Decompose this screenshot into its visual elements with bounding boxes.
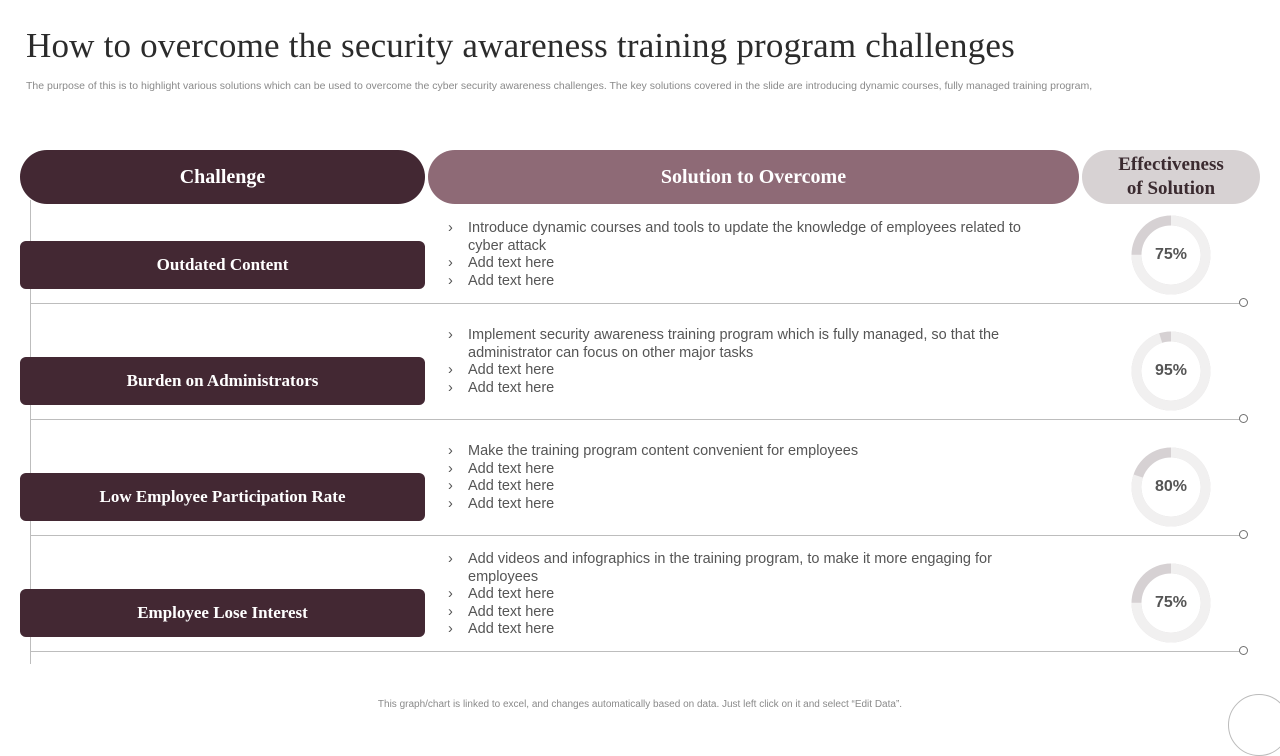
chevron-right-icon: ›	[448, 551, 453, 567]
row-divider-line	[30, 535, 1240, 536]
slide-subtitle: The purpose of this is to highlight various solutions which can be used to overcome the cyber security awareness challenges. The key solutions covered in the slide are introducing dynamic courses, fully managed training program,	[26, 80, 1093, 92]
chevron-right-icon: ›	[448, 255, 453, 272]
solution-item	[448, 443, 1048, 461]
row-divider-line	[30, 419, 1240, 420]
header-effectiveness-line1: Effectiveness	[1118, 154, 1224, 175]
solution-item	[448, 362, 1048, 380]
solution-list	[448, 551, 1048, 639]
solution-text: Add text here	[468, 272, 555, 289]
slide-title: How to overcome the security awareness training program challenges	[26, 26, 1015, 65]
challenge-label: Low Employee Participation Rate	[20, 473, 425, 521]
chevron-right-icon: ›	[448, 327, 453, 343]
challenge-label: Outdated Content	[20, 241, 425, 289]
solution-text: Introduce dynamic courses and tools to update the knowledge of employees related to cyber attack	[468, 220, 1021, 254]
chevron-right-icon: ›	[448, 379, 453, 396]
chevron-right-icon: ›	[448, 220, 453, 236]
solution-item	[448, 496, 1048, 514]
effectiveness-gauge	[1128, 328, 1214, 414]
chevron-right-icon: ›	[448, 362, 453, 379]
row-divider-line	[30, 303, 1240, 304]
row-divider-line	[30, 651, 1240, 652]
solution-item	[448, 220, 1048, 255]
solution-list	[448, 327, 1048, 397]
challenge-label: Employee Lose Interest	[20, 589, 425, 637]
row-end-dot	[1239, 298, 1248, 307]
challenge-row-outdated-content	[0, 200, 1280, 316]
solution-text: Add text here	[468, 495, 555, 512]
solution-text: Add text here	[468, 586, 555, 603]
solution-item	[448, 380, 1048, 398]
header-challenge: Challenge	[20, 150, 425, 204]
solution-text: Add videos and infographics in the training program, to make it more engaging for employees	[468, 551, 992, 585]
solution-text: Add text here	[468, 362, 555, 379]
effectiveness-gauge	[1128, 560, 1214, 646]
solution-item	[448, 551, 1048, 586]
solution-item	[448, 604, 1048, 622]
solution-text: Implement security awareness training program which is fully managed, so that the administrator can focus on other major tasks	[468, 327, 1000, 361]
chevron-right-icon: ›	[448, 272, 453, 289]
solution-text: Add text here	[468, 603, 555, 620]
solution-text: Add text here	[468, 379, 555, 396]
effectiveness-gauge	[1128, 212, 1214, 298]
chevron-right-icon: ›	[448, 443, 453, 459]
effectiveness-value: 75%	[1154, 594, 1188, 611]
effectiveness-value: 95%	[1154, 362, 1188, 379]
challenge-row-employee-lose-interest	[0, 548, 1280, 664]
row-end-dot	[1239, 414, 1248, 423]
challenge-label: Burden on Administrators	[20, 357, 425, 405]
chevron-right-icon: ›	[448, 621, 453, 638]
solution-item	[448, 621, 1048, 639]
chevron-right-icon: ›	[448, 478, 453, 495]
header-effectiveness-line2: of Solution	[1126, 178, 1216, 199]
challenge-row-low-employee-participation	[0, 432, 1280, 548]
header-effectiveness	[1082, 150, 1260, 204]
solution-list	[448, 443, 1048, 513]
header-solution: Solution to Overcome	[428, 150, 1079, 204]
chevron-right-icon: ›	[448, 460, 453, 477]
challenge-row-burden-on-administrators	[0, 316, 1280, 432]
solution-item	[448, 586, 1048, 604]
solution-item	[448, 327, 1048, 362]
solution-text: Add text here	[468, 460, 555, 477]
solution-item	[448, 478, 1048, 496]
solution-text: Add text here	[468, 255, 555, 272]
solution-text: Add text here	[468, 478, 555, 495]
effectiveness-value: 75%	[1154, 246, 1188, 263]
solution-item	[448, 255, 1048, 273]
chevron-right-icon: ›	[448, 603, 453, 620]
solution-item	[448, 273, 1048, 291]
chevron-right-icon: ›	[448, 586, 453, 603]
chevron-right-icon: ›	[448, 495, 453, 512]
corner-decoration	[1228, 694, 1280, 756]
solution-text: Add text here	[468, 621, 555, 638]
row-end-dot	[1239, 646, 1248, 655]
solution-item	[448, 461, 1048, 479]
solution-list	[448, 220, 1048, 290]
footer-note: This graph/chart is linked to excel, and changes automatically based on data. Just left click on it and select “Edit Data”.	[377, 699, 903, 710]
effectiveness-value: 80%	[1154, 478, 1188, 495]
solution-text: Make the training program content convenient for employees	[468, 443, 859, 459]
effectiveness-gauge	[1128, 444, 1214, 530]
row-end-dot	[1239, 530, 1248, 539]
